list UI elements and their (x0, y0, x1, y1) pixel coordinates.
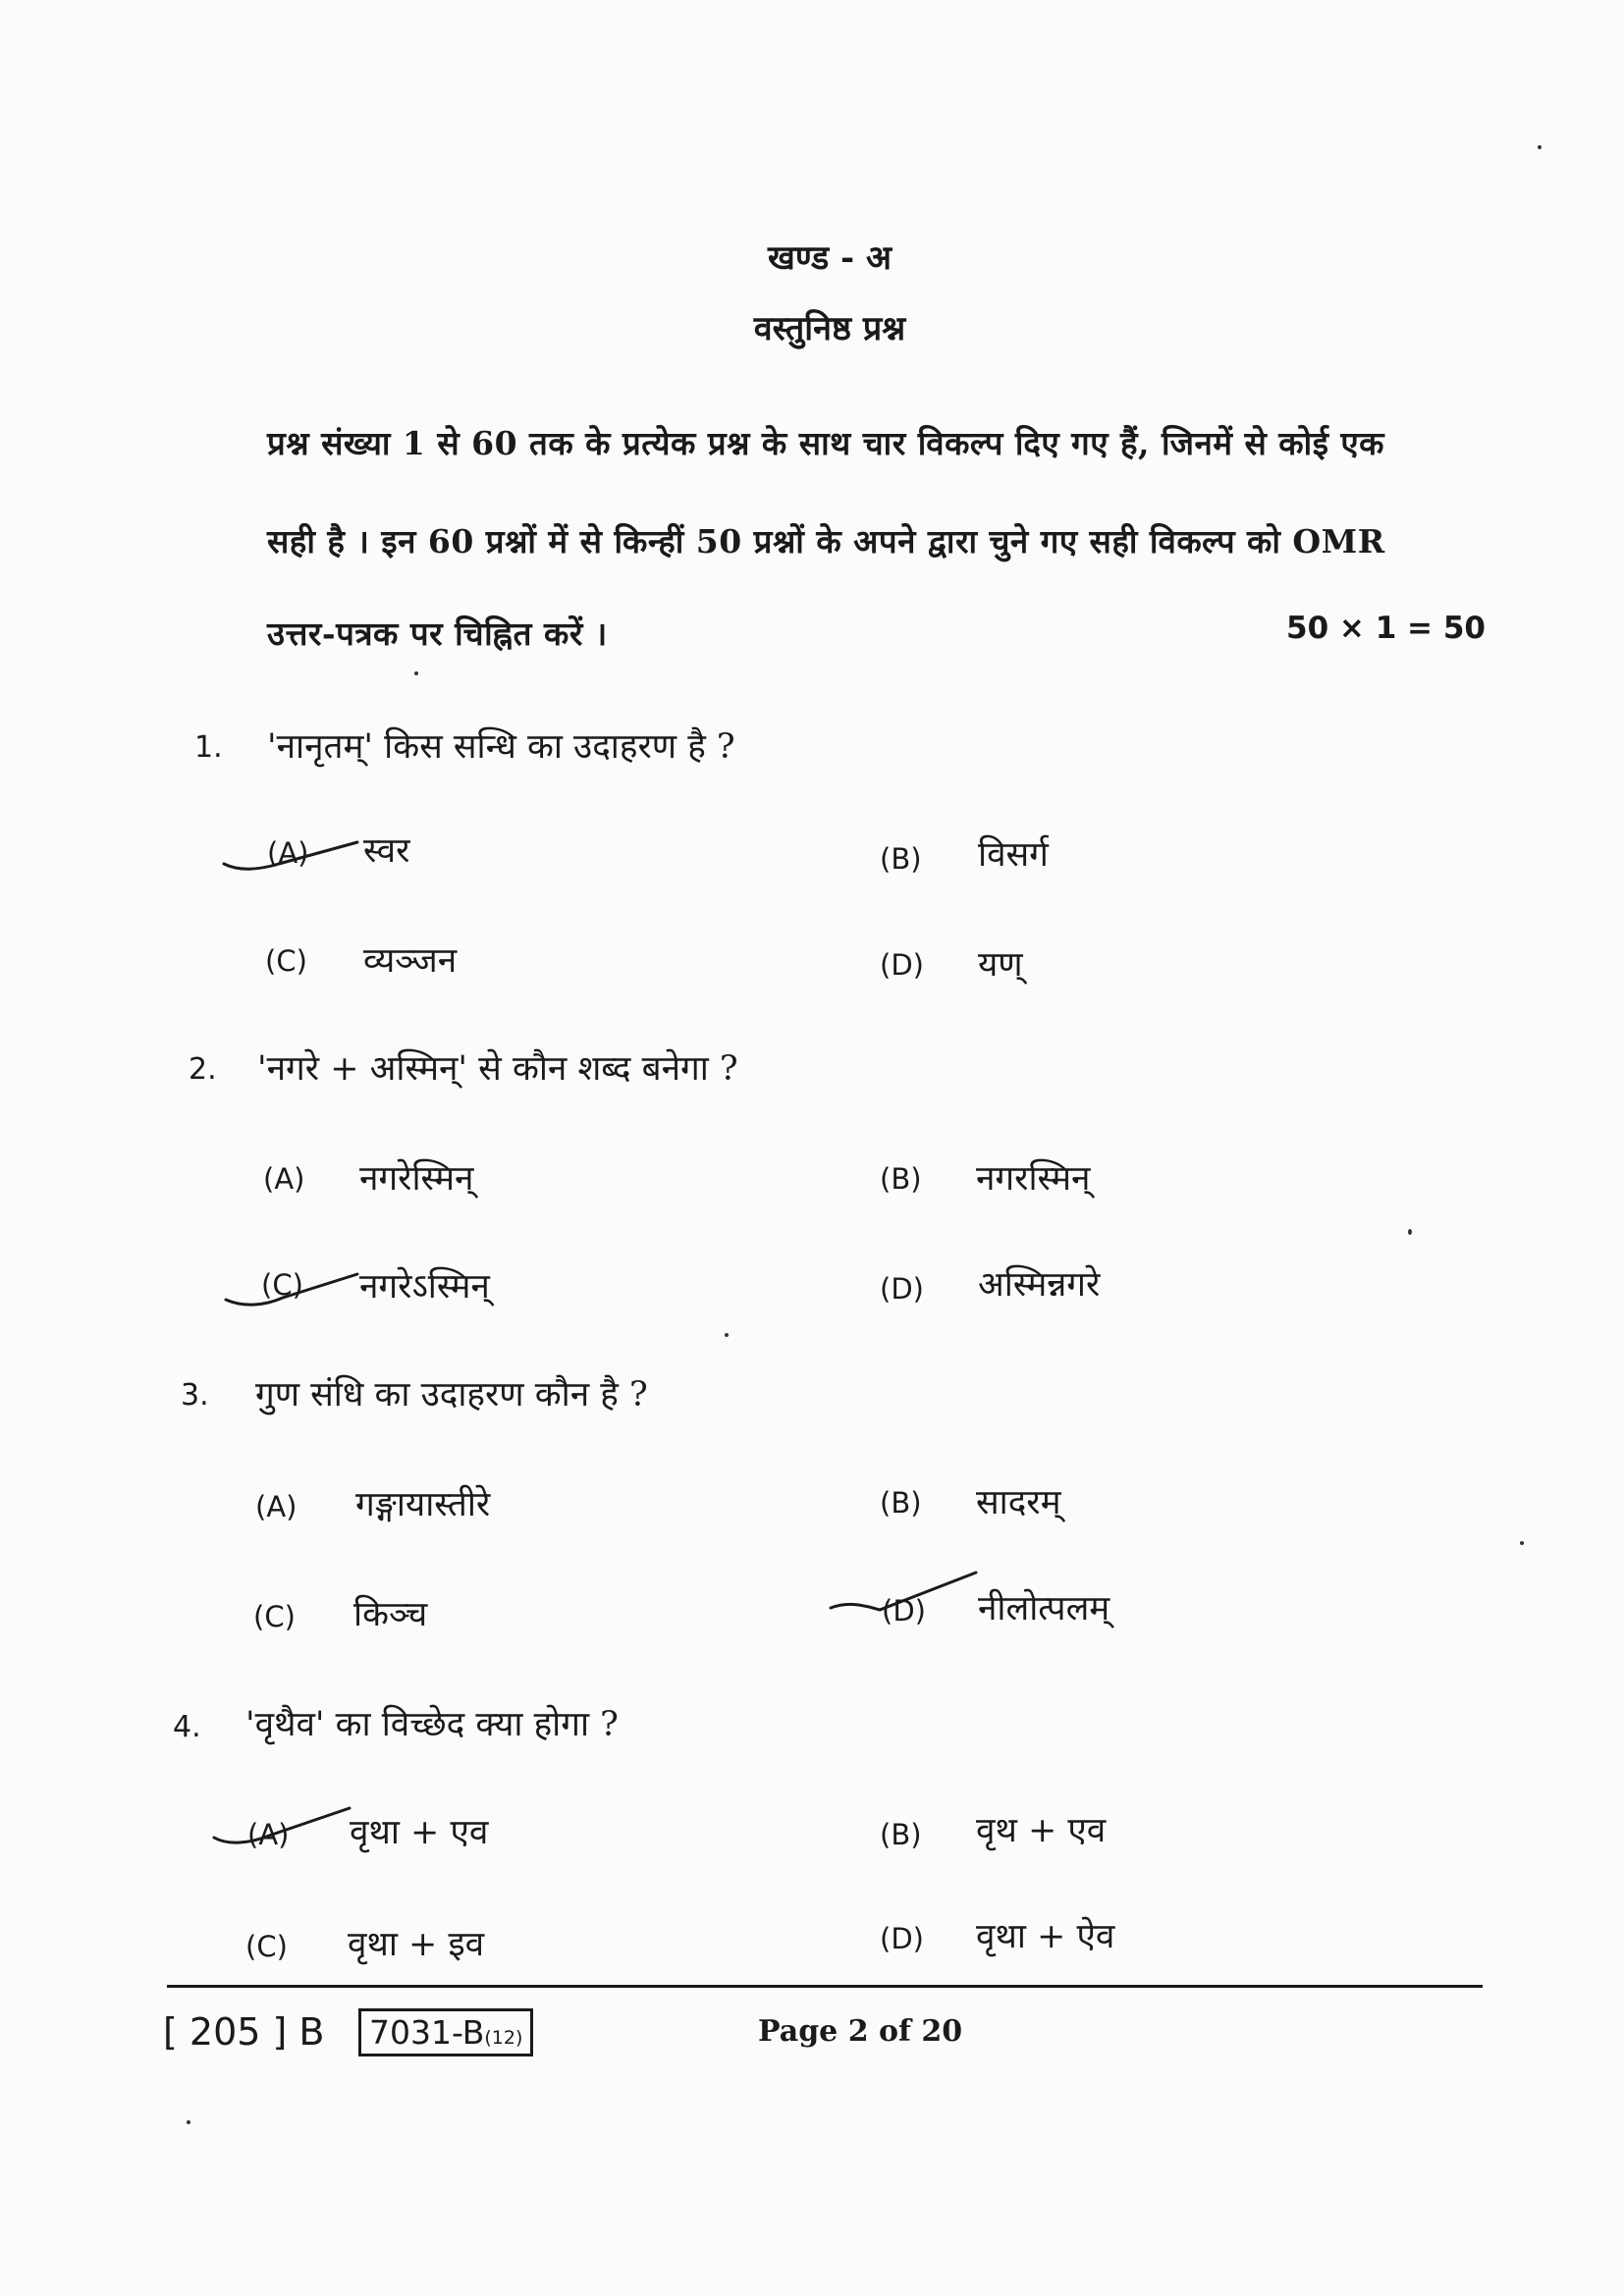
question-4-option-b-text: वृथ + एव (976, 1811, 1107, 1850)
paper-code-suffix: (12) (484, 2027, 523, 2049)
question-2-option-a-text: नगरेस्मिन् (359, 1159, 474, 1199)
question-2-option-d-label: (D) (880, 1272, 924, 1306)
question-4-option-a-label: (A) (247, 1818, 290, 1851)
paper-number: [ 205 ] B (163, 2010, 325, 2054)
question-1-option-b-label: (B) (880, 842, 922, 876)
question-1-option-a-label: (A) (267, 836, 309, 870)
question-2-option-b-label: (B) (880, 1162, 922, 1196)
scan-speck (1408, 1229, 1412, 1235)
paper-code-box (358, 2008, 533, 2056)
question-2-option-b-text: नगरस्मिन् (976, 1159, 1091, 1199)
answer-tick-mark-icon (210, 1800, 367, 1855)
question-2-option-a-label: (A) (263, 1162, 305, 1196)
question-2-text: 'नगरे + अस्मिन्' से कौन शब्द बनेगा ? (257, 1049, 738, 1089)
question-4-option-a-text: वृथा + एव (350, 1813, 489, 1852)
question-2-option-c-label: (C) (261, 1268, 303, 1302)
question-4-number: 4. (173, 1710, 201, 1744)
question-1-option-d-text: यण् (978, 945, 1023, 985)
scan-speck (414, 671, 418, 675)
scan-speck (187, 2120, 190, 2124)
scan-speck (1538, 145, 1542, 149)
section-subtitle: वस्तुनिष्ठ प्रश्न (753, 309, 906, 348)
question-4-option-d-label: (D) (880, 1922, 924, 1955)
footer-rule (167, 1985, 1483, 1988)
question-4-option-d-text: वृथा + ऐव (976, 1917, 1115, 1956)
scan-speck (725, 1333, 729, 1337)
question-4-option-b-label: (B) (880, 1818, 922, 1851)
question-4-option-c-label: (C) (245, 1930, 288, 1963)
instruction-line-1: प्रश्न संख्या 1 से 60 तक के प्रत्येक प्रश्न के साथ चार विकल्प दिए गए हैं, जिनमें से कोई एक (267, 424, 1384, 462)
answer-tick-mark-icon (220, 830, 426, 880)
question-1-option-a-text: स्वर (363, 831, 410, 871)
question-1-text: 'नानृतम्' किस सन्धि का उदाहरण है ? (267, 727, 735, 767)
page-number: Page 2 of 20 (758, 2014, 963, 2049)
scan-speck (1520, 1541, 1524, 1545)
section-title: खण्ड - अ (768, 239, 892, 278)
question-3-option-b-label: (B) (880, 1486, 922, 1520)
answer-tick-mark-icon (827, 1565, 994, 1624)
question-1-option-c-text: व्यञ्जन (363, 941, 458, 981)
question-1-option-c-label: (C) (265, 944, 307, 978)
question-1-option-d-label: (D) (880, 948, 924, 982)
question-3-option-d-text: नीलोत्पलम् (978, 1589, 1110, 1629)
marks-distribution: 50 × 1 = 50 (1286, 611, 1486, 646)
question-4-text: 'वृथैव' का विच्छेद क्या होगा ? (245, 1705, 619, 1744)
question-3-option-c-label: (C) (253, 1600, 296, 1633)
question-1-number: 1. (194, 730, 223, 765)
question-1-option-b-text: विसर्ग (978, 835, 1049, 875)
question-2-option-d-text: अस्मिन्नगरे (978, 1265, 1101, 1305)
question-3-option-a-text: गङ्गायास्तीरे (355, 1485, 491, 1524)
question-2-option-c-text: नगरेऽस्मिन् (359, 1267, 490, 1307)
instruction-line-3: उत्तर-पत्रक पर चिह्नित करें । (267, 614, 608, 653)
question-3-option-c-text: किञ्च (353, 1595, 428, 1634)
question-3-number: 3. (181, 1378, 209, 1413)
question-3-text: गुण संधि का उदाहरण कौन है ? (255, 1375, 648, 1415)
question-2-number: 2. (189, 1052, 217, 1087)
answer-tick-mark-icon (222, 1264, 418, 1313)
question-4-option-c-text: वृथा + इव (348, 1925, 485, 1964)
instruction-line-2: सही है । इन 60 प्रश्नों में से किन्हीं 50 प्रश्नों के अपने द्वारा चुने गए सही विकल्प को OMR (267, 522, 1385, 561)
question-3-option-b-text: सादरम् (976, 1483, 1061, 1522)
paper-code: 7031-B (369, 2013, 485, 2052)
question-3-option-d-label: (D) (882, 1594, 926, 1628)
question-3-option-a-label: (A) (255, 1490, 298, 1523)
